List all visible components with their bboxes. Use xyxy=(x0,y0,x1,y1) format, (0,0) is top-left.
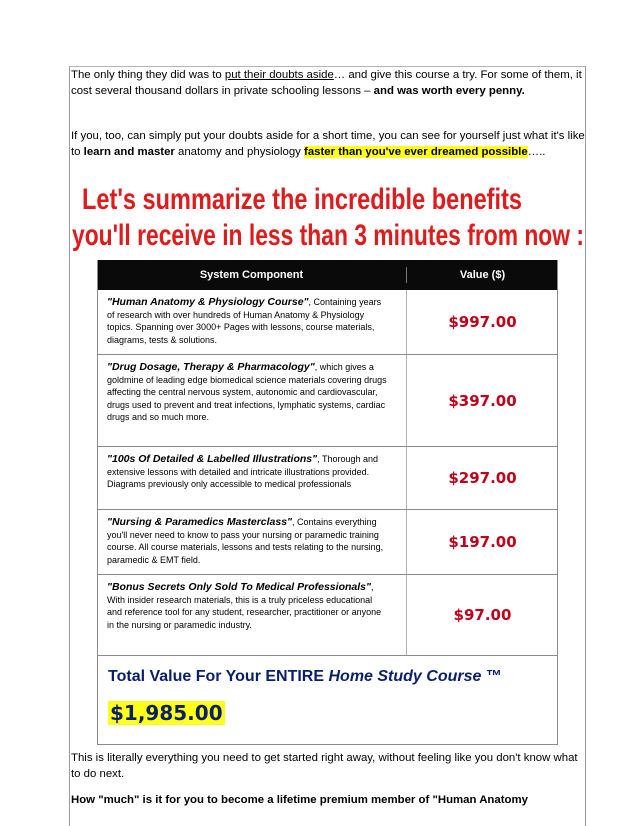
row-text: everything you'll never need to know to pass your nursing or paramedic training course. All course materials, lessons and tests relating to the nursing, paramedic & EMT field. xyxy=(107,517,384,565)
outro-paragraph-1: This is literally everything you need to get started right away, without feeling like you don't know what to do next. xyxy=(71,752,578,781)
row-description xyxy=(97,510,397,572)
row-title: "100s Of Detailed & Labelled Illustrations" xyxy=(107,453,318,465)
table-left-border xyxy=(97,260,98,745)
intro-text: … and give this course a try. For some of them, it cost several thousand dollars in private schooling lessons – xyxy=(71,69,582,98)
row-title: "Drug Dosage, Therapy & Pharmacology" xyxy=(107,361,315,373)
row-text: a goldmine of leading edge biomedical science materials covering drugs affecting the central nervous system, autonomic and cardiovascular, drugs used to prevent and treat infections, lymphatic systems, cardiac drugs and so much more. xyxy=(107,362,387,423)
trademark-symbol: ™ xyxy=(481,668,502,685)
table-header xyxy=(97,260,558,290)
total-label-course: Home Study Course xyxy=(328,668,482,685)
row-text: truly priceless educational and reference tool for any student, researcher, practitioner or anyone in the nursing or paramedic industry. xyxy=(107,594,382,630)
headline-graphic xyxy=(72,179,586,253)
intro-paragraph-2 xyxy=(71,128,585,161)
headline-line-1: Let's summarize the incredible benefits xyxy=(82,183,522,216)
row-title: "Bonus Secrets Only Sold To Medical Professionals" xyxy=(107,581,371,593)
highlighted-text: faster than you've ever dreamed possible xyxy=(304,146,528,159)
row-title: "Nursing & Paramedics Masterclass" xyxy=(107,516,293,528)
intro-paragraph-1 xyxy=(71,67,585,100)
table-right-border xyxy=(557,260,558,745)
row-text: years of research with over hundreds of Human Anatomy & Physiology topics. Spanning over 3000+ Pages with lessons, course materials, diagrams, tests & solutions. xyxy=(107,297,382,345)
row-lead: , Contains xyxy=(292,517,333,527)
row-description xyxy=(97,575,397,637)
row-lead: , Containing xyxy=(308,297,357,307)
row-price: $197.00 xyxy=(448,533,517,551)
row-lead: , With insider research materials, this is a xyxy=(107,582,374,605)
intro-text: anatomy and physiology xyxy=(174,146,305,159)
intro-text: If you, too, can simply put your doubts aside for a short time, you can see for yourself just what it's like to xyxy=(71,130,585,159)
total-value-amount: $1,985.00 xyxy=(110,701,223,725)
header-system-component: System Component xyxy=(199,269,304,281)
intro-bold-text: and was worth every penny. xyxy=(373,85,525,98)
row-price: $397.00 xyxy=(448,391,517,410)
row-lead: , which gives xyxy=(314,362,367,372)
row-text: and extensive lessons with detailed and intricate illustrations provided. Diagrams previously only accessible to medical professionals xyxy=(107,454,379,490)
row-price: $997.00 xyxy=(448,313,517,331)
outro-paragraph-2: How "much" is it for you to become a lifetime premium member of "Human Anatomy xyxy=(71,794,528,806)
benefits-headline xyxy=(72,179,586,253)
total-value-row xyxy=(97,656,558,745)
total-value-label xyxy=(108,668,502,686)
row-price: $297.00 xyxy=(448,469,517,487)
table-row xyxy=(97,447,558,510)
row-description xyxy=(97,290,397,352)
benefits-table xyxy=(97,260,558,745)
row-price: $97.00 xyxy=(453,606,512,624)
row-description xyxy=(97,355,397,430)
headline-line-2: you'll receive in less than 3 minutes from now : xyxy=(72,219,584,252)
table-row xyxy=(97,510,558,575)
table-row xyxy=(97,290,558,355)
intro-bold-text: learn and master xyxy=(83,146,175,159)
intro-text: ….. xyxy=(527,146,546,159)
header-value: Value ($) xyxy=(459,269,506,281)
intro-text: The only thing they did was to xyxy=(71,69,225,81)
row-title: "Human Anatomy & Physiology Course" xyxy=(107,296,309,308)
row-description xyxy=(97,447,397,497)
table-row xyxy=(97,355,558,447)
row-lead: , Thorough xyxy=(317,454,361,464)
total-label-text: Total Value For Your ENTIRE xyxy=(108,668,329,685)
table-row xyxy=(97,575,558,656)
doubts-aside-underlined: put their doubts aside xyxy=(224,69,334,81)
